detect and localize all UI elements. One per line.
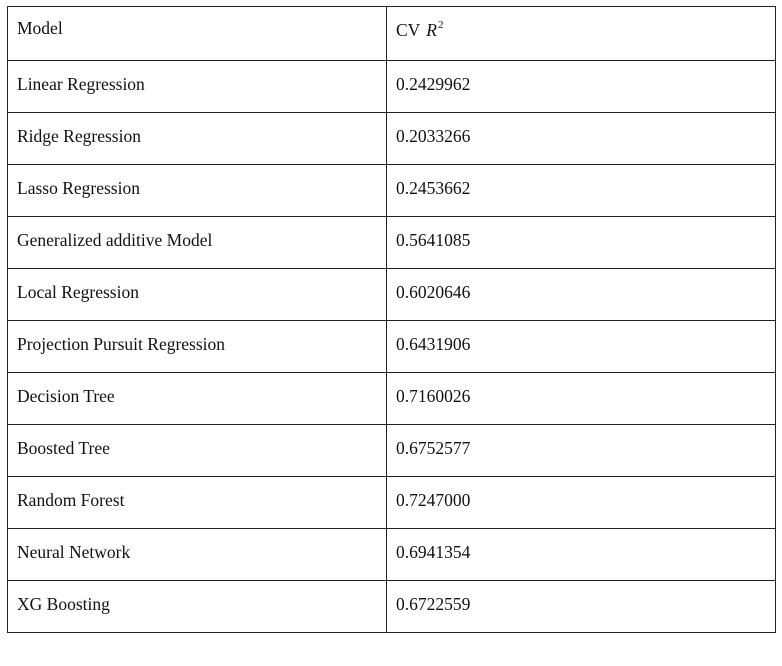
table-row bbox=[8, 477, 776, 529]
score-value: 0.5641085 bbox=[395, 230, 471, 250]
model-cell bbox=[8, 113, 387, 165]
table-row bbox=[8, 529, 776, 581]
header-model-cell bbox=[8, 7, 387, 61]
score-cell bbox=[386, 321, 775, 373]
model-name: Generalized additive Model bbox=[17, 230, 213, 250]
header-score-cell bbox=[386, 7, 775, 61]
score-cell bbox=[386, 113, 775, 165]
model-cell bbox=[8, 321, 387, 373]
model-name: Local Regression bbox=[17, 282, 139, 302]
table-row bbox=[8, 165, 776, 217]
score-cell bbox=[386, 529, 775, 581]
score-cell bbox=[386, 165, 775, 217]
model-comparison-table bbox=[7, 6, 776, 633]
header-score-superscript: 2 bbox=[437, 19, 444, 31]
table-row bbox=[8, 217, 776, 269]
model-cell bbox=[8, 477, 387, 529]
score-value: 0.2453662 bbox=[395, 178, 471, 198]
score-value: 0.6431906 bbox=[395, 334, 471, 354]
model-cell bbox=[8, 581, 387, 633]
model-name: Projection Pursuit Regression bbox=[17, 334, 226, 354]
score-cell bbox=[386, 373, 775, 425]
model-cell bbox=[8, 373, 387, 425]
model-cell bbox=[8, 269, 387, 321]
model-cell bbox=[8, 529, 387, 581]
score-value: 0.6020646 bbox=[395, 282, 471, 302]
table-header-row bbox=[8, 7, 776, 61]
table-row bbox=[8, 581, 776, 633]
score-cell bbox=[386, 217, 775, 269]
model-name: Ridge Regression bbox=[17, 126, 141, 146]
score-cell bbox=[386, 477, 775, 529]
score-value: 0.7160026 bbox=[395, 386, 471, 406]
table-row bbox=[8, 321, 776, 373]
score-cell bbox=[386, 581, 775, 633]
table-row bbox=[8, 269, 776, 321]
model-name: Random Forest bbox=[17, 490, 125, 510]
header-score-label bbox=[396, 7, 775, 40]
header-score-symbol: R bbox=[426, 20, 437, 40]
table-row bbox=[8, 373, 776, 425]
model-name: XG Boosting bbox=[17, 594, 110, 614]
table-row bbox=[8, 425, 776, 477]
model-cell bbox=[8, 425, 387, 477]
model-cell bbox=[8, 217, 387, 269]
table-row bbox=[8, 61, 776, 113]
score-value: 0.2429962 bbox=[395, 74, 471, 94]
model-name: Linear Regression bbox=[17, 74, 145, 94]
score-cell bbox=[386, 425, 775, 477]
score-value: 0.6941354 bbox=[395, 542, 471, 562]
model-cell bbox=[8, 165, 387, 217]
score-value: 0.6722559 bbox=[395, 594, 471, 614]
score-value: 0.7247000 bbox=[395, 490, 471, 510]
header-score-prefix: CV bbox=[395, 20, 421, 40]
table-row bbox=[8, 113, 776, 165]
header-model-label: Model bbox=[17, 18, 63, 38]
score-cell bbox=[386, 269, 775, 321]
score-cell bbox=[386, 61, 775, 113]
model-name: Neural Network bbox=[17, 542, 131, 562]
model-name: Decision Tree bbox=[17, 386, 115, 406]
model-name: Lasso Regression bbox=[17, 178, 140, 198]
score-value: 0.2033266 bbox=[395, 126, 471, 146]
score-value: 0.6752577 bbox=[395, 438, 471, 458]
model-name: Boosted Tree bbox=[17, 438, 110, 458]
model-cell bbox=[8, 61, 387, 113]
